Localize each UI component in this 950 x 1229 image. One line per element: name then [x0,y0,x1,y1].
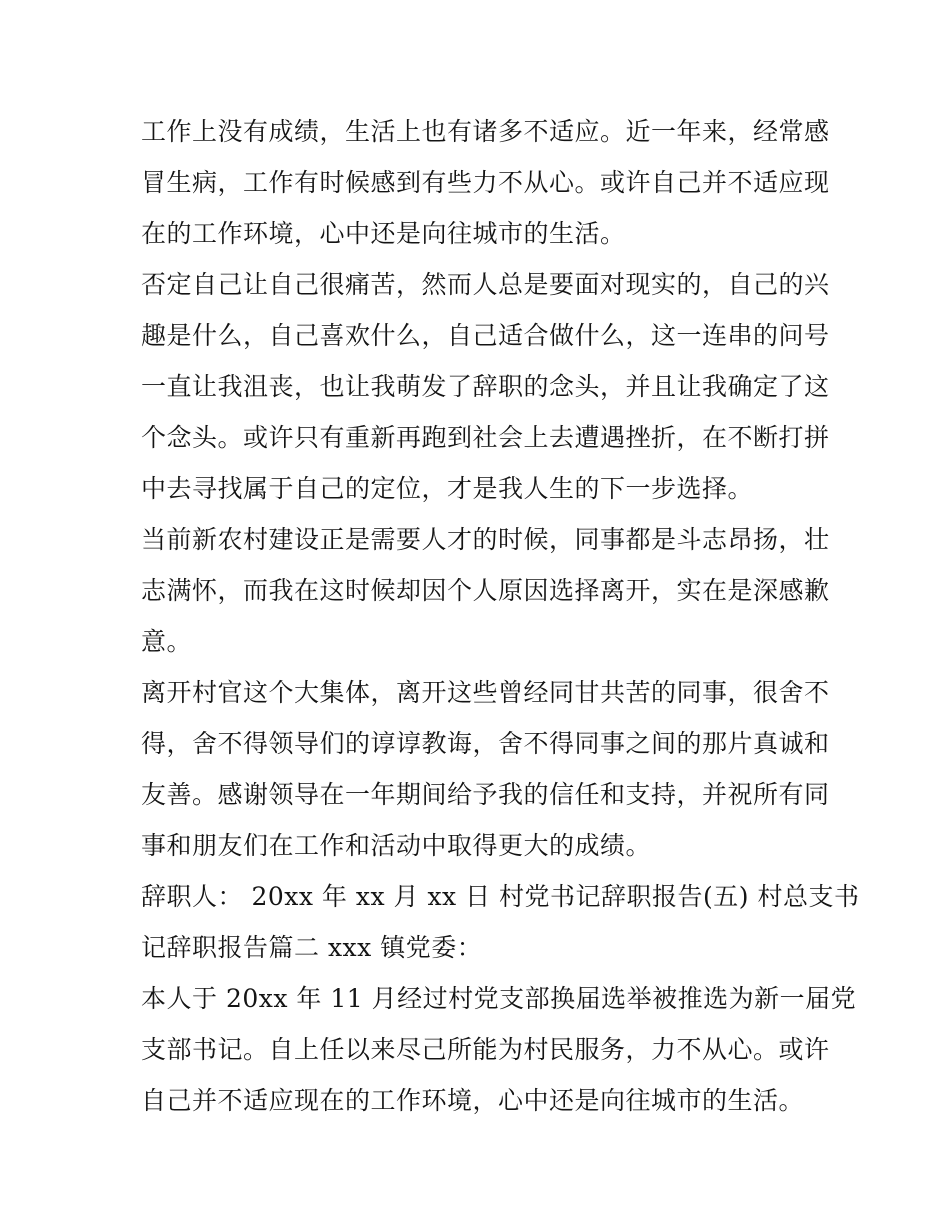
text-line: 事和朋友们在工作和活动中取得更大的成绩。 [141,831,652,860]
text-line: 一直让我沮丧，也让我萌发了辞职的念头，并且让我确定了这 [141,372,830,401]
text-line: 意。 [141,627,193,656]
text-line: 离开村官这个大集体，离开这些曾经同甘共苦的同事，很舍不 [141,678,830,707]
text-line: 自己并不适应现在的工作环境，心中还是向往城市的生活。 [141,1086,805,1115]
text-line: 记辞职报告篇二 xxx 镇党委： [141,933,483,962]
text-line: 辞职人： 20xx 年 xx 月 xx 日 村党书记辞职报告(五) 村总支书 [141,882,860,911]
paragraph-2 [141,259,830,514]
text-line: 工作上没有成绩，生活上也有诸多不适应。近一年来，经常感 [141,117,830,146]
paragraph-1 [141,106,830,259]
text-line: 志满怀，而我在这时候却因个人原因选择离开，实在是深感歉 [141,576,830,605]
document-body [141,106,860,1126]
text-line: 支部书记。自上任以来尽己所能为村民服务，力不从心。或许 [141,1035,830,1064]
text-line: 趣是什么，自己喜欢什么，自己适合做什么，这一连串的问号 [141,321,830,350]
text-line: 个念头。或许只有重新再跑到社会上去遭遇挫折，在不断打拼 [141,423,830,452]
text-line: 友善。感谢领导在一年期间给予我的信任和支持，并祝所有同 [141,780,830,809]
text-line: 本人于 20xx 年 11 月经过村党支部换届选举被推选为新一届党 [141,984,857,1013]
text-line: 否定自己让自己很痛苦，然而人总是要面对现实的，自己的兴 [141,270,830,299]
paragraph-6 [141,973,857,1126]
paragraph-3 [141,514,830,667]
text-line: 冒生病，工作有时候感到有些力不从心。或许自己并不适应现 [141,168,830,197]
text-line: 中去寻找属于自己的定位，才是我人生的下一步选择。 [141,474,754,503]
paragraph-5 [141,871,860,973]
paragraph-4 [141,667,830,871]
text-line: 在的工作环境，心中还是向往城市的生活。 [141,219,626,248]
text-line: 得，舍不得领导们的谆谆教诲，舍不得同事之间的那片真诚和 [141,729,830,758]
text-line: 当前新农村建设正是需要人才的时候，同事都是斗志昂扬，壮 [141,525,830,554]
